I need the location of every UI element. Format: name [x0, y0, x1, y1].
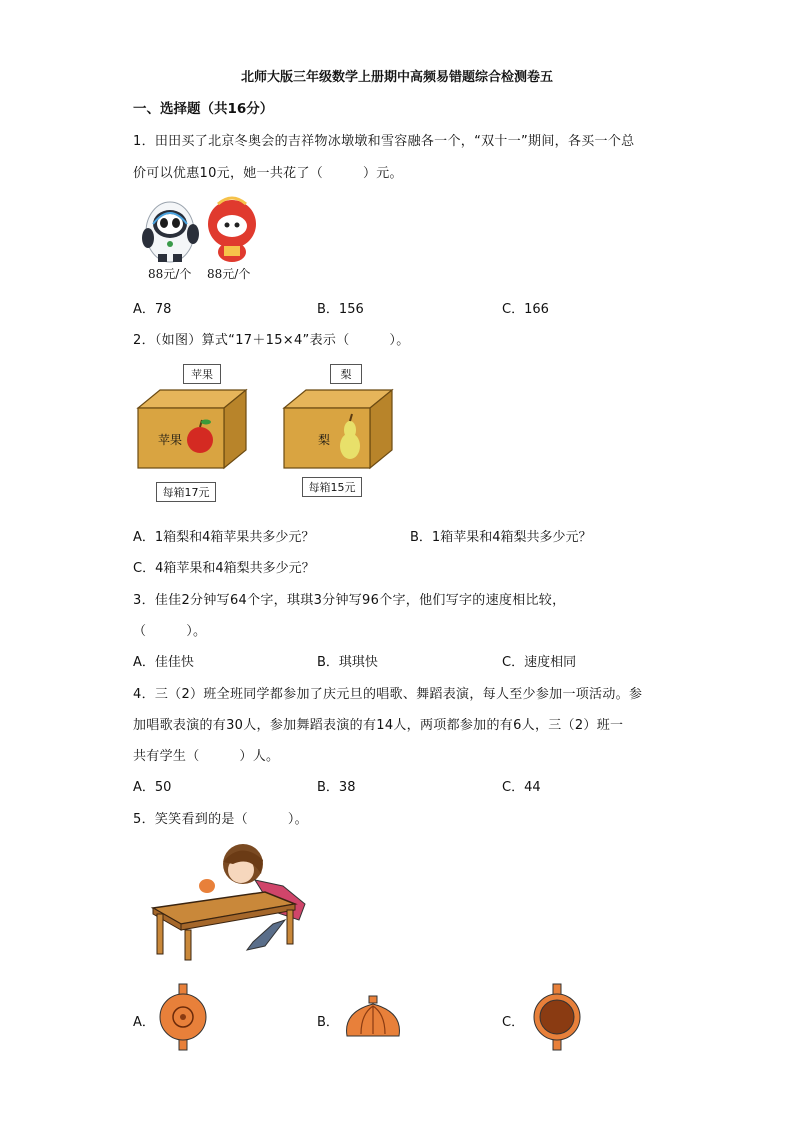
apple-box-label: 苹果: [158, 433, 183, 447]
q1-line2: 价可以优惠10元，她一共花了（ ）元。: [133, 166, 403, 181]
girl-at-table-image: [135, 834, 315, 962]
apple-box: [138, 390, 246, 468]
price-label-mascot-1: 88元/个: [148, 267, 192, 281]
q2-option-a[interactable]: A．1箱梨和4箱苹果共多少元？: [133, 530, 315, 545]
mascots-image: [138, 194, 268, 264]
q5-option-b[interactable]: B．: [317, 1015, 339, 1030]
q4-line1: 4．三（2）班全班同学都参加了庆元旦的唱歌、舞蹈表演，每人至少参加一项活动。参: [133, 687, 643, 702]
q2-option-c[interactable]: C．4箱苹果和4箱梨共多少元？: [133, 561, 315, 576]
teapot-bottom-view-icon[interactable]: [530, 982, 584, 1052]
bing-dwen-dwen-mascot: [142, 202, 199, 262]
q1-option-b[interactable]: B．156: [317, 302, 364, 317]
q4-option-b[interactable]: B．38: [317, 780, 356, 795]
apple-price-tag: 每箱17元: [156, 482, 216, 502]
q3-line2: （ ）。: [133, 624, 207, 639]
price-label-mascot-2: 88元/个: [207, 267, 251, 281]
q3-line1: 3．佳佳2分钟写64个字，琪琪3分钟写96个字，他们写字的速度相比较，: [133, 593, 566, 608]
q1-line1: 1．田田买了北京冬奥会的吉祥物冰墩墩和雪容融各一个，“双十一”期间，各买一个总: [133, 134, 635, 149]
fruit-boxes-image: [134, 386, 419, 470]
teapot-top-view-icon[interactable]: [156, 982, 210, 1052]
q3-option-a[interactable]: A．佳佳快: [133, 655, 194, 670]
pear-box: [284, 390, 392, 468]
q1-option-a[interactable]: A．78: [133, 302, 172, 317]
q4-line2: 加唱歌表演的有30人，参加舞蹈表演的有14人，两项都参加的有6人，三（2）班一: [133, 718, 624, 733]
q4-line3: 共有学生（ ）人。: [133, 749, 280, 764]
q5-option-c[interactable]: C．: [502, 1015, 525, 1030]
teapot-side-view-icon[interactable]: [341, 994, 405, 1040]
q5-option-a[interactable]: A．: [133, 1015, 155, 1030]
section-heading: 一、选择题（共16分）: [133, 101, 274, 117]
q3-option-b[interactable]: B．琪琪快: [317, 655, 378, 670]
shuey-rhon-rhon-mascot: [208, 198, 256, 262]
q3-option-c[interactable]: C．速度相同: [502, 655, 577, 670]
q2-option-b[interactable]: B．1箱苹果和4箱梨共多少元？: [410, 530, 592, 545]
q4-option-c[interactable]: C．44: [502, 780, 541, 795]
q5-line1: 5．笑笑看到的是（ ）。: [133, 812, 308, 827]
pear-box-label: 梨: [318, 433, 331, 447]
pear-price-tag: 每箱15元: [302, 477, 362, 497]
q4-option-a[interactable]: A．50: [133, 780, 172, 795]
apple-tag: 苹果: [183, 364, 221, 384]
page-title: 北师大版三年级数学上册期中高频易错题综合检测卷五: [240, 70, 553, 85]
q2-line1: 2．（如图）算式“17＋15×4”表示（ ）。: [133, 333, 410, 348]
pear-tag: 梨: [330, 364, 362, 384]
q1-option-c[interactable]: C．166: [502, 302, 549, 317]
